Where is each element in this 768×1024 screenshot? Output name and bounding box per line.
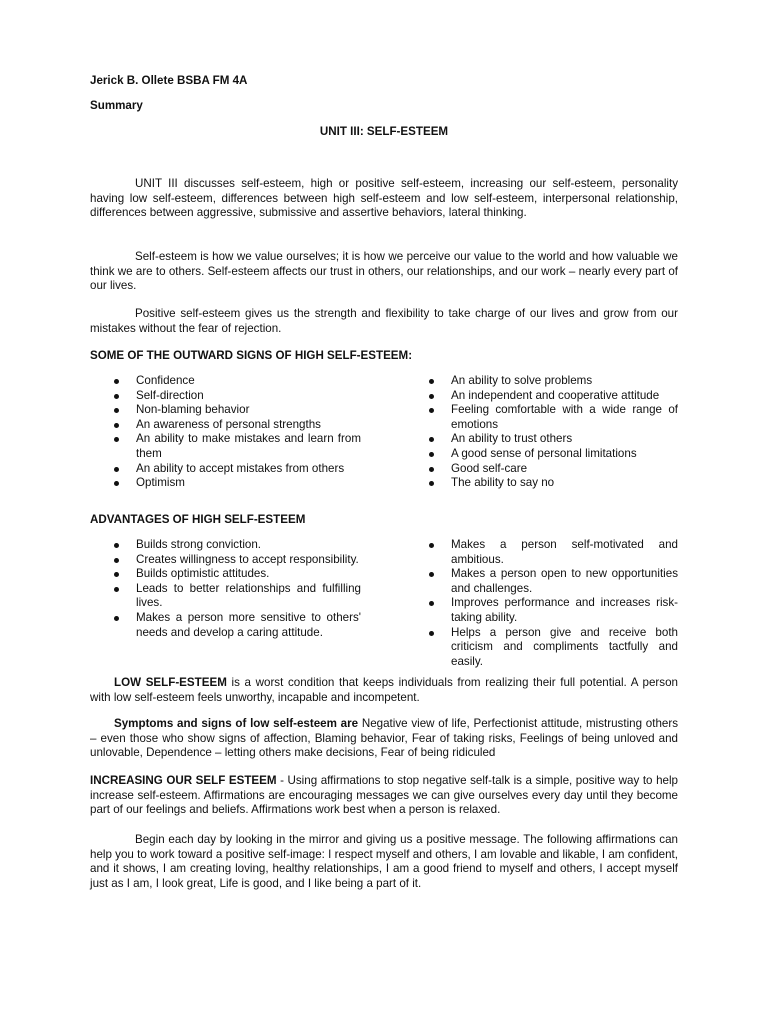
signs-heading: SOME OF THE OUTWARD SIGNS OF HIGH SELF-ESTEEM: (90, 349, 413, 362)
list-item: Self-direction (113, 389, 361, 404)
list-item: An ability to solve problems (428, 374, 678, 389)
increasing-paragraph (90, 774, 678, 818)
symptoms-label: Symptoms and signs of low self-esteem are (114, 717, 359, 730)
list-item: Makes a person self-motivated and ambitious. (428, 538, 678, 567)
list-item: Optimism (113, 476, 361, 491)
signs-left-list (113, 374, 361, 491)
list-item: An ability to trust others (428, 432, 678, 447)
low-self-esteem-text: is a worst condition that keeps individuals from realizing their full potential. A person with low self-esteem feels unworthy, incapable and incompetent. (90, 676, 678, 704)
list-item: Makes a person open to new opportunities and challenges. (428, 567, 678, 596)
low-self-esteem-paragraph (90, 676, 678, 705)
list-item: Helps a person give and receive both criticism and compliments tactfully and easily. (428, 626, 678, 670)
list-item: Good self-care (428, 462, 678, 477)
symptoms-text: Negative view of life, Perfectionist attitude, mistrusting others – even those who show signs of affection, Blaming behavior, Fear of taking risks, Feelings of being unloved and unlovable, Dependence – letting others make decisions, Fear of being ridiculed (90, 717, 679, 760)
advantages-right-list (428, 538, 678, 669)
self-esteem-paragraph: Self-esteem is how we value ourselves; it is how we perceive our value to the world and how valuable we think we are to others. Self-esteem affects our trust in others, our relationships, and our work – nearly every part of our lives. (90, 250, 678, 293)
list-item: Makes a person more sensitive to others' needs and develop a caring attitude. (113, 611, 361, 640)
list-item: Improves performance and increases risk-taking ability. (428, 596, 678, 625)
advantages-left-list (113, 538, 361, 640)
author-line: Jerick B. Ollete BSBA FM 4A (90, 74, 248, 87)
page-title: UNIT III: SELF-ESTEEM (319, 125, 449, 138)
advantages-heading: ADVANTAGES OF HIGH SELF-ESTEEM (90, 513, 306, 526)
list-item: Builds strong conviction. (113, 538, 361, 553)
list-item: An awareness of personal strengths (113, 418, 361, 433)
list-item: Confidence (113, 374, 361, 389)
intro-paragraph: UNIT III discusses self-esteem, high or positive self-esteem, increasing our self-esteem, personality having low self-esteem, differences between high self-esteem and low self-esteem, interpersonal relationship, differences between aggressive, submissive and assertive behaviors, lateral thinking. (90, 177, 678, 220)
list-item: Builds optimistic attitudes. (113, 567, 361, 582)
low-self-esteem-label: LOW SELF-ESTEEM (114, 676, 227, 689)
symptoms-paragraph (90, 717, 678, 761)
list-item: The ability to say no (428, 476, 678, 491)
increasing-text: - Using affirmations to stop negative self-talk is a simple, positive way to help increase self-esteem. Affirmations are encouraging messages we can give ourselves every day until they become part of our feelings and beliefs. Affirmations work best when a person is relaxed. (90, 774, 678, 817)
list-item: An ability to make mistakes and learn from them (113, 432, 361, 461)
positive-self-esteem-paragraph: Positive self-esteem gives us the strength and flexibility to take charge of our lives and grow from our mistakes without the fear of rejection. (90, 307, 678, 335)
list-item: Non-blaming behavior (113, 403, 361, 418)
list-item: An ability to accept mistakes from others (113, 462, 361, 477)
signs-right-list (428, 374, 678, 491)
closing-paragraph: Begin each day by looking in the mirror and giving us a positive message. The following affirmations can help you to work toward a positive self-image: I respect myself and others, I am lovable and likable, I am confident, and it shows, I am creating loving, healthy relationships, I am a good friend to myself and others, I accept myself just as I am, I look great, Life is good, and I like being a part of it. (90, 833, 678, 890)
list-item: Creates willingness to accept responsibility. (113, 553, 361, 568)
increasing-label: INCREASING OUR SELF ESTEEM (90, 774, 277, 787)
list-item: Leads to better relationships and fulfilling lives. (113, 582, 361, 611)
list-item: Feeling comfortable with a wide range of emotions (428, 403, 678, 432)
document-type: Summary (90, 99, 143, 112)
list-item: An independent and cooperative attitude (428, 389, 678, 404)
list-item: A good sense of personal limitations (428, 447, 678, 462)
